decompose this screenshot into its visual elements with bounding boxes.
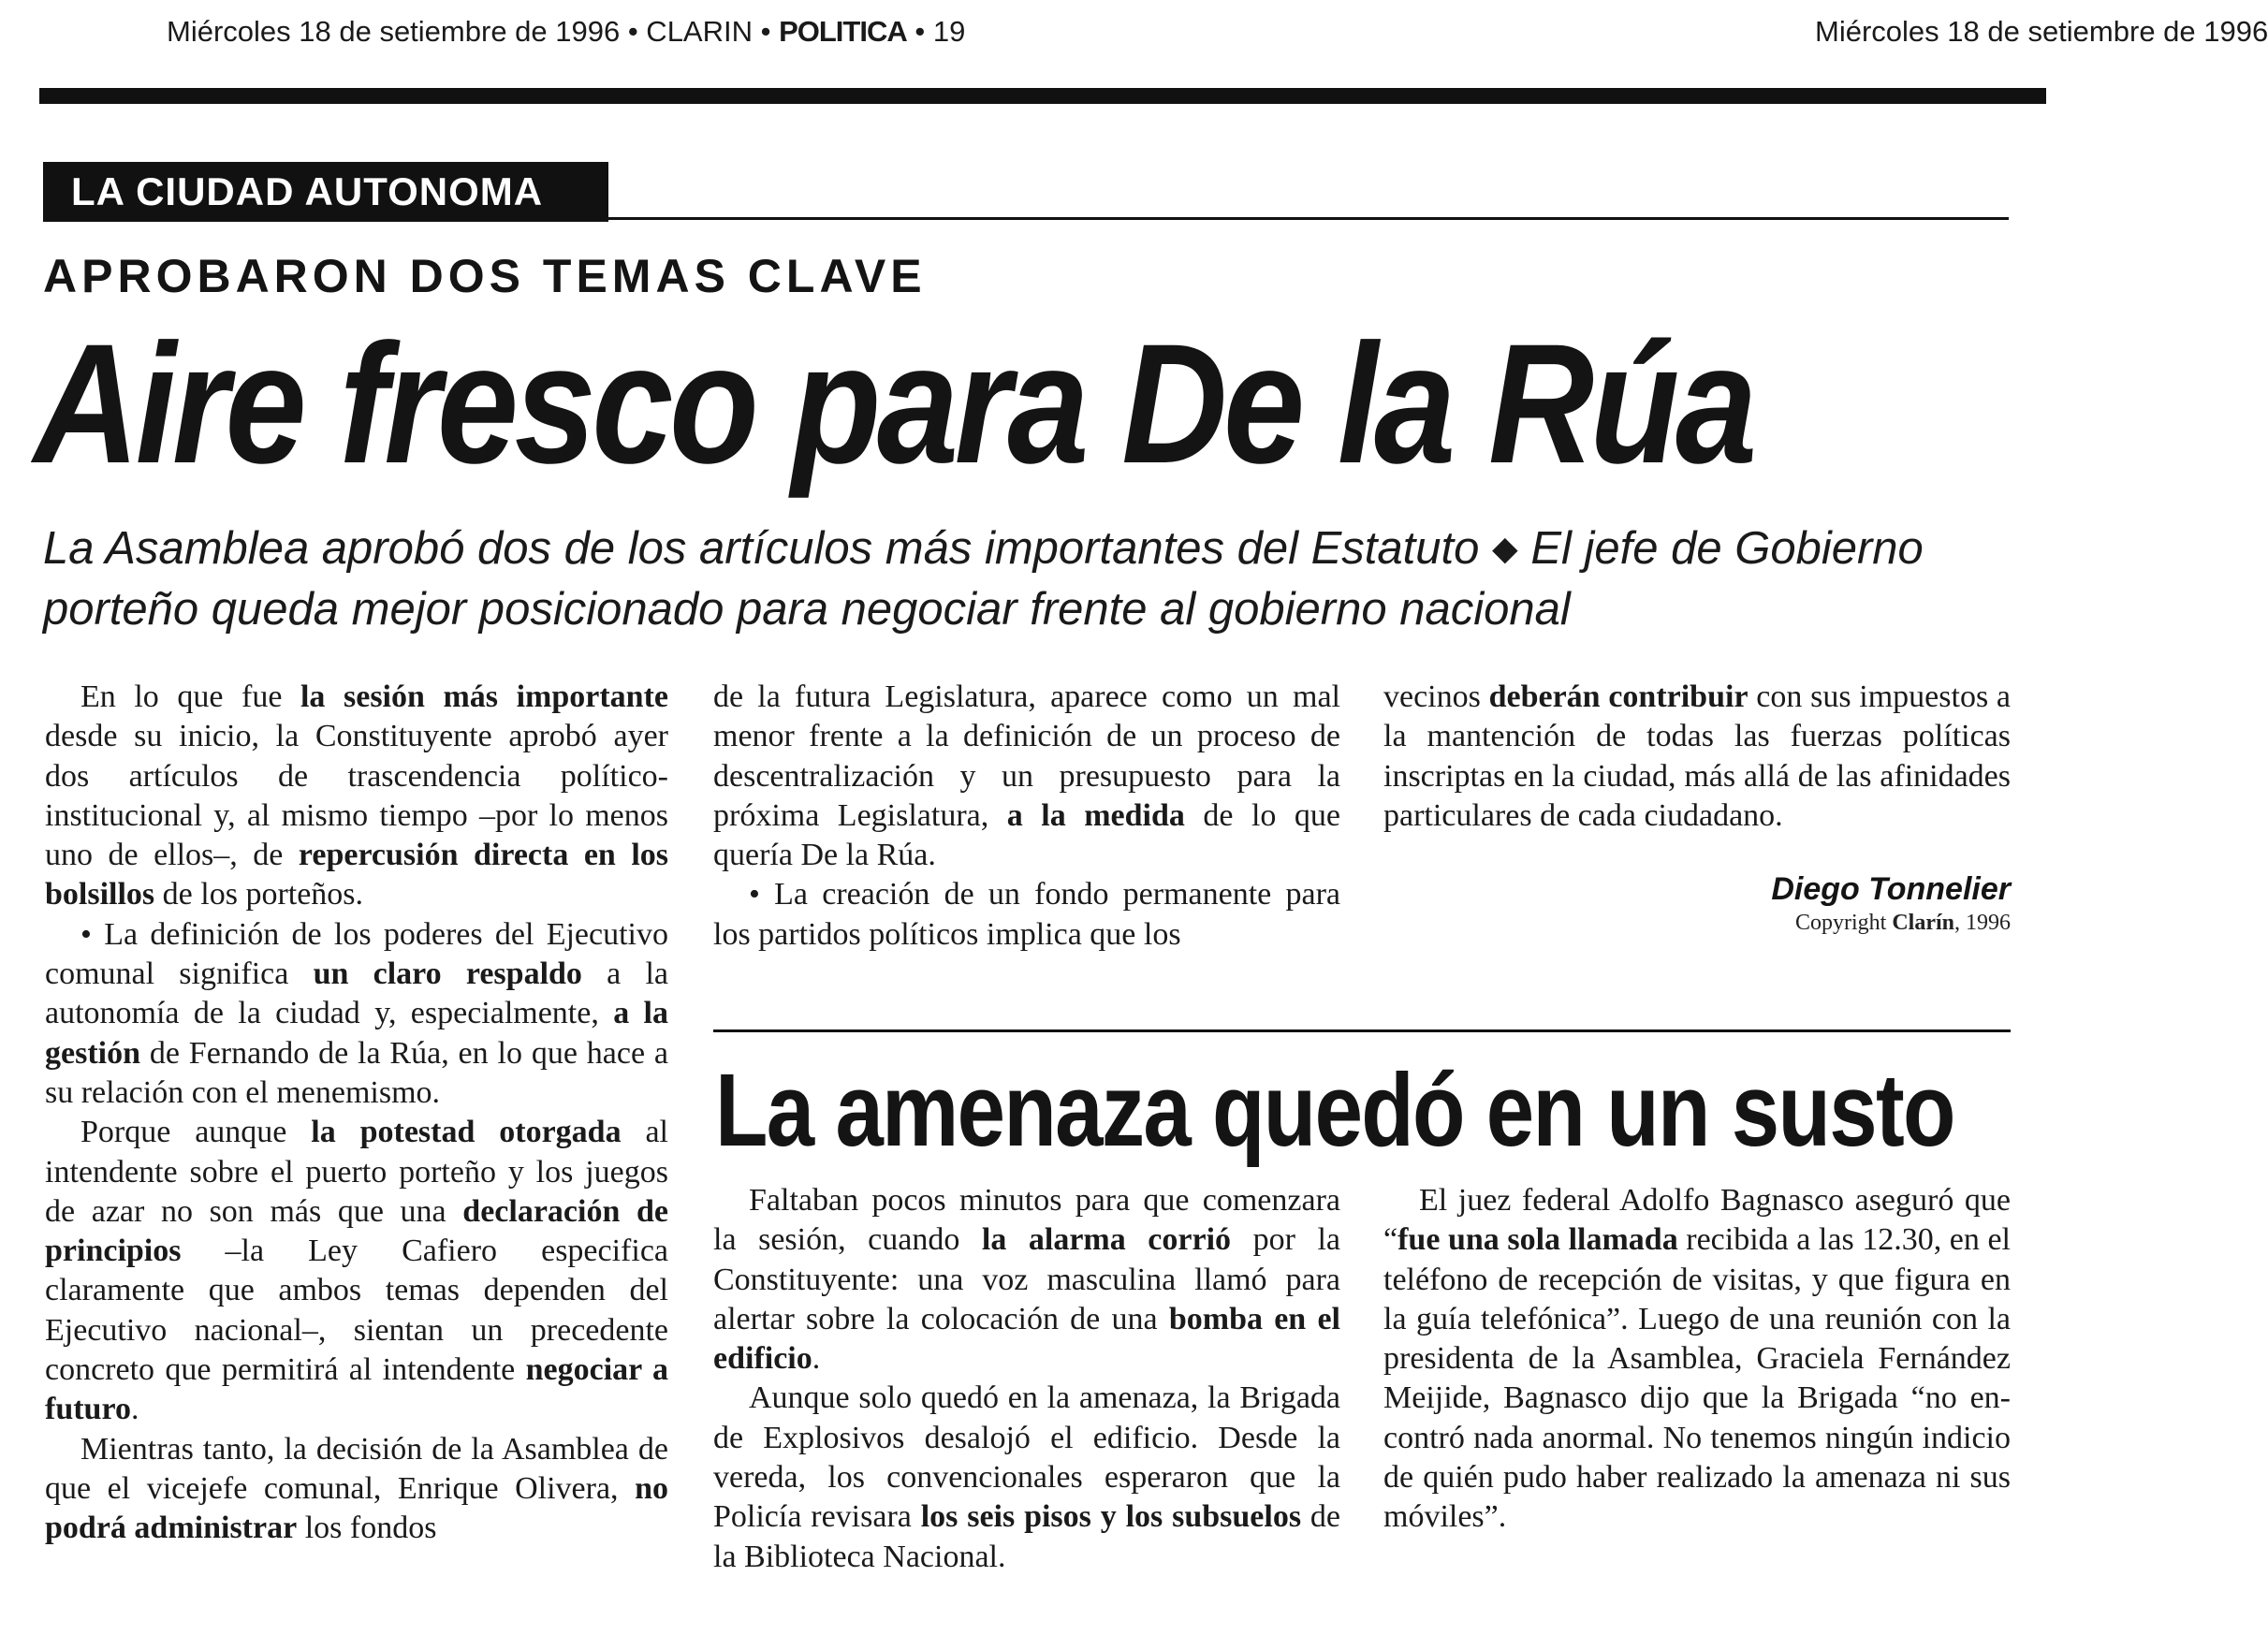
copyright-line — [1383, 911, 2011, 936]
paragraph: • La definición de los poderes del Ejecutivo comunal significa un claro respaldo a la autonomía de la ciudad y, especialmente, a la gestión de Fernando de la Rúa, en lo que hace a su relación con el menemismo. — [45, 916, 668, 1110]
copyright-year: , 1996 — [1954, 911, 2011, 935]
running-header-right: Miércoles 18 de setiembre de 1996 — [1815, 15, 2268, 48]
copyright-brand: Clarín — [1892, 911, 1954, 935]
paragraph: • La creación de un fondo permanente para los partidos políticos implica que los — [713, 877, 1340, 952]
deck-part-1: La Asamblea aprobó dos de los artículos más importantes del Estatuto — [43, 523, 1480, 574]
diamond-separator-icon: ◆ — [1492, 529, 1518, 567]
header-date-paper: Miércoles 18 de setiembre de 1996 • CLARIN • — [167, 15, 780, 48]
article2-column-2 — [1383, 1181, 2011, 1538]
copyright-prefix: Copyright — [1794, 911, 1893, 935]
paragraph: Faltaban pocos minutos para que comenzara la sesión, cuando la alarma corrió por la Constituyente: una voz masculina llamó para alertar sobre la colocación de una bomba en el edificio. — [713, 1183, 1341, 1377]
paragraph: Porque aunque la potestad otorgada al intendente sobre el puerto porteño y los juegos de azar no son más que una declaración de principios –la Ley Cafiero especifica claramente que ambos temas dependen del Ejecutivo nacional–, sientan un precedente concreto que permitirá al intendente negociar a futuro. — [45, 1115, 669, 1427]
paragraph: El juez federal Adolfo Bagnasco aseguró que “fue una sola llamada recibida a las 12.30, en el teléfono de recepción de visitas, y que figura en la guía telefónica”. Luego de una reunión con la presidenta de la Asamblea, Graciela Fernández Meijide, Bagnasco dijo que la Brigada “no encontró nada anormal. No tenemos ningún indicio de quién pudo haber realizado la amenaza ni sus móviles”. — [1383, 1183, 2011, 1535]
top-rule — [39, 88, 2046, 104]
article-headline: Aire fresco para De la Rúa — [34, 308, 1753, 499]
paragraph: En lo que fue la sesión más importante desde su inicio, la Constituyente aprobó ayer dos artículos de trascendencia político-institucional y, al mismo tiempo –por lo menos uno de ellos–, de repercusión directa en los bolsillos de los porteños. — [45, 679, 669, 912]
article2-column-1 — [713, 1181, 1340, 1577]
article-column-3 — [1383, 678, 2011, 836]
article-divider-rule — [713, 1029, 2011, 1032]
paragraph: de la futura Legislatura, aparece como un mal menor frente a la definición de un proceso de descentralización y un presupuesto para la próxima Legislatura, a la medida de lo que quería De la Rúa. — [713, 679, 1340, 873]
secondary-headline: La amenaza quedó en un susto — [715, 1053, 1954, 1168]
article-column-2 — [713, 678, 1340, 955]
section-rule — [43, 217, 2009, 220]
paragraph: Mientras tanto, la decisión de la Asamblea de que el vicejefe comunal, Enrique Olivera, no podrá administrar los fondos — [45, 1431, 668, 1546]
byline: Diego Tonnelier — [1771, 871, 2011, 907]
header-section: POLITICA — [779, 15, 907, 48]
running-header-left — [167, 15, 965, 49]
paragraph: Aunque solo quedó en la amenaza, la Brigada de Explosivos desalojó el edificio. Desde la vereda, los convencionales esperaron que la Policía revisara los seis pisos y los subsuelos de la Biblioteca Nacional. — [713, 1380, 1340, 1574]
article-column-1 — [45, 678, 668, 1549]
deck-part-2: El jefe de Gobierno porteño queda mejor posicionado para negociar frente al gobierno nacional — [43, 523, 1924, 635]
section-tag: LA CIUDAD AUTONOMA — [43, 162, 608, 222]
article-kicker: APROBARON DOS TEMAS CLAVE — [43, 250, 927, 302]
header-page-number: • 19 — [906, 15, 966, 48]
article-deck — [43, 518, 1990, 640]
paragraph: vecinos deberán contribuir con sus impuestos a la mantención de todas las fuerzas políticas inscriptas en la ciudad, más allá de las afinidades particulares de cada ciudadano. — [1383, 679, 2012, 833]
